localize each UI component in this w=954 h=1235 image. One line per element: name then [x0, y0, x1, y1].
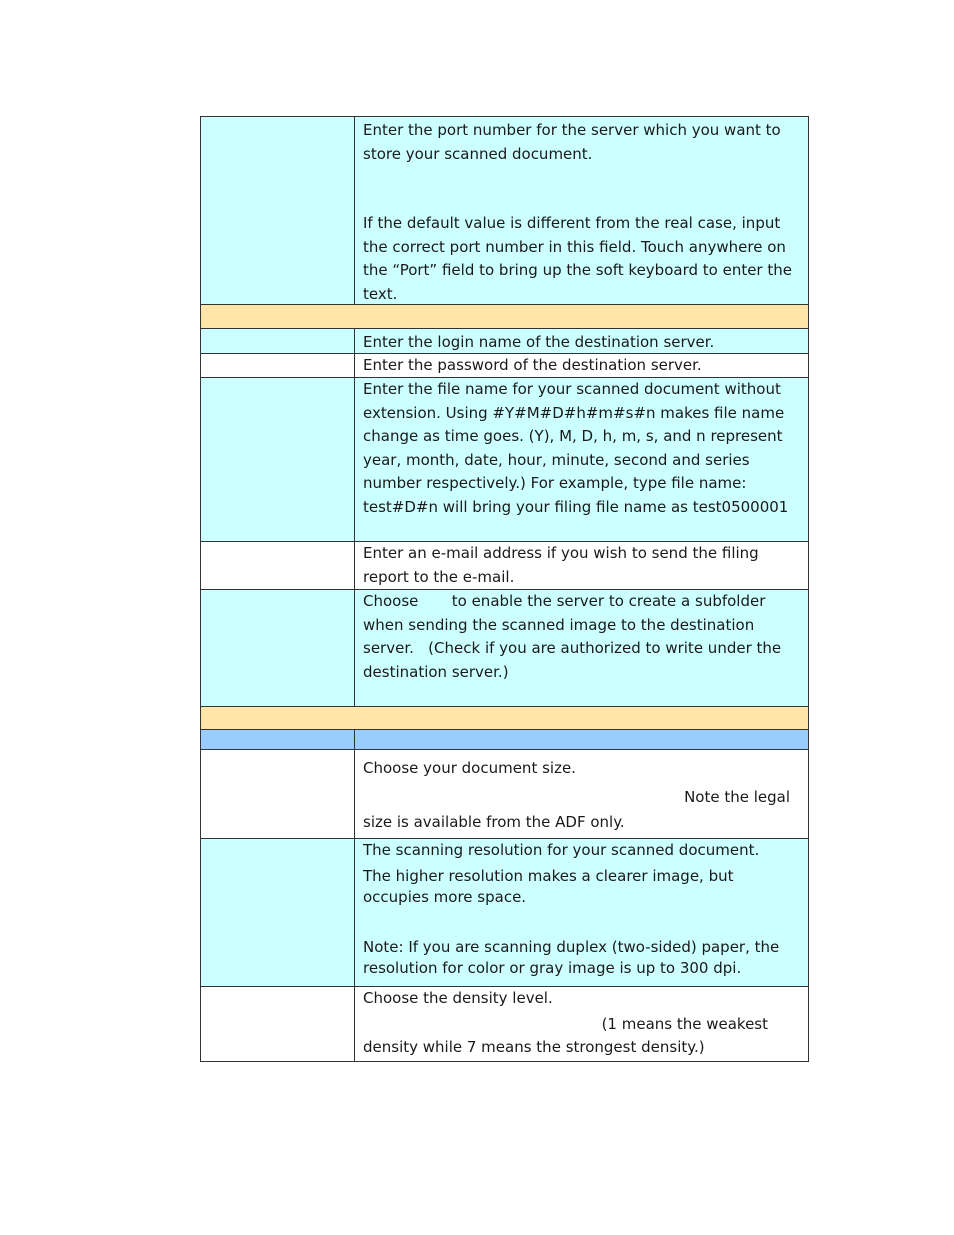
- table-row-subfolder: [200, 590, 809, 707]
- table-row-login: [200, 329, 809, 354]
- density-note-cont: density while 7 means the strongest density.): [363, 1038, 705, 1056]
- table-row-density: [200, 987, 809, 1062]
- table-row-filename: [200, 378, 809, 542]
- density-description: Choose the density level.: [363, 989, 553, 1007]
- table-row-email: [200, 542, 809, 590]
- filename-description: Enter the file name for your scanned document without extension. Using #Y#M#D#h#m#s#n makes file name change as time goes. (Y), M, D, h, m, s, and n represent year, month, date, hour, minute, second and series number respectively.) For example, type file name: test#D#n will bring your filing file name as test0500001: [363, 380, 789, 516]
- section-header-row: [200, 305, 809, 329]
- resolution-detail: The higher resolution makes a clearer image, but occupies more space.: [363, 867, 734, 906]
- column-header-row: [200, 730, 809, 750]
- password-description: Enter the password of the destination server.: [363, 356, 702, 374]
- table-row-port: [200, 116, 809, 305]
- login-description: Enter the login name of the destination server.: [363, 333, 715, 351]
- subfolder-description: Choose to enable the server to create a subfolder when sending the scanned image to the destination server. (Check if you are authorized to write under the destination server.): [363, 592, 786, 681]
- table-row-docsize: [200, 750, 809, 839]
- resolution-note: Note: If you are scanning duplex (two-sided) paper, the resolution for color or gray image is up to 300 dpi.: [363, 938, 780, 977]
- table-row-resolution: [200, 839, 809, 987]
- resolution-description: The scanning resolution for your scanned document.: [363, 841, 760, 859]
- port-note: If the default value is different from the real case, input the correct port number in this field. Touch anywhere on the “Port” field to bring up the soft keyboard to enter the text.: [363, 214, 792, 303]
- docsize-description: Choose your document size.: [363, 759, 576, 777]
- docsize-note-cont: size is available from the ADF only.: [363, 813, 625, 831]
- density-note: (1 means the weakest: [601, 1015, 768, 1033]
- table-row-password: [200, 354, 809, 378]
- email-description: Enter an e-mail address if you wish to send the filing report to the e-mail.: [363, 544, 759, 586]
- docsize-note: Note the legal: [684, 788, 790, 806]
- port-description: Enter the port number for the server which you want to store your scanned document.: [363, 121, 781, 163]
- section-header-row: [200, 707, 809, 730]
